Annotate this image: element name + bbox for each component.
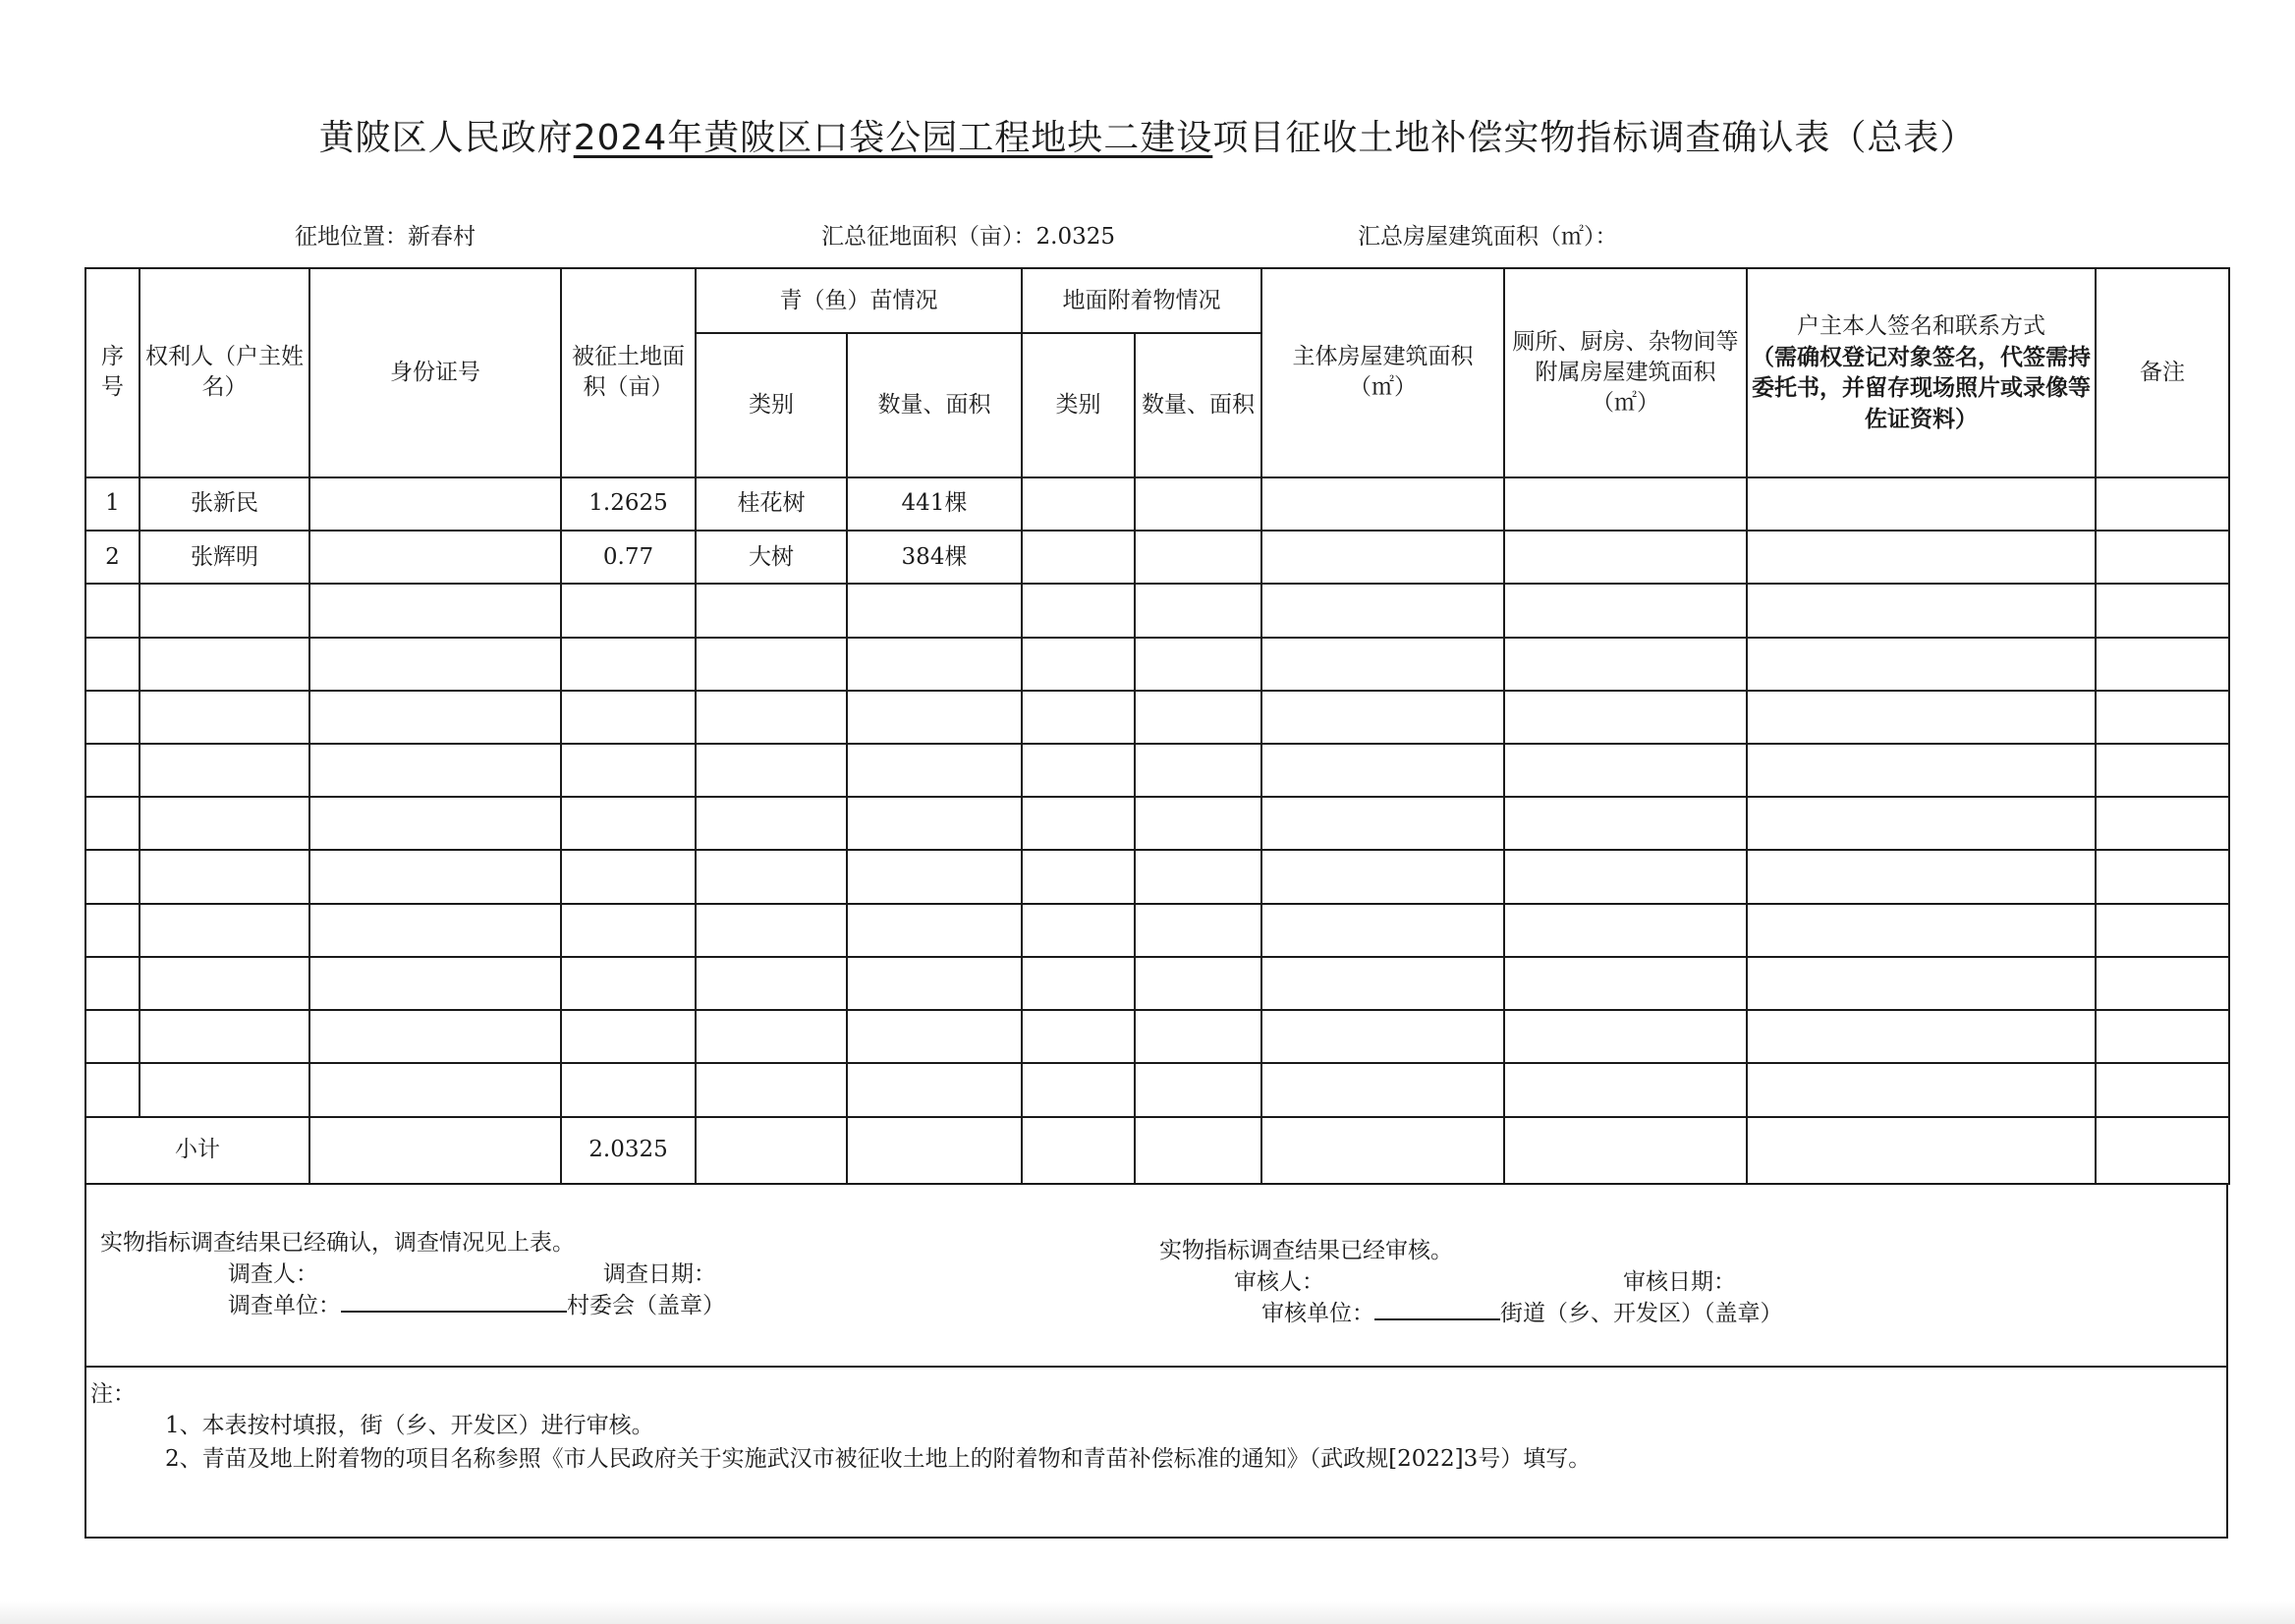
header-signature	[1747, 268, 2096, 477]
confirmation-section	[84, 1185, 2228, 1368]
empty-row	[85, 1063, 2229, 1116]
title-project-name: 2024年黄陂区口袋公园工程地块二建设	[573, 118, 1213, 158]
cell-owner: 张辉明	[140, 531, 309, 584]
cell-id-number	[309, 477, 561, 531]
header-signature-note: （需确权登记对象签名，代签需持委托书，并留存现场照片或录像等佐证资料）	[1752, 344, 2091, 432]
subtotal-row	[85, 1117, 2229, 1184]
survey-unit-blank	[341, 1289, 567, 1313]
cell-attachment-quantity	[1135, 477, 1261, 531]
survey-unit-label: 调查单位：	[228, 1293, 341, 1318]
empty-row	[85, 638, 2229, 691]
cell-remark	[2096, 531, 2229, 584]
empty-row	[85, 957, 2229, 1010]
review-unit-label: 审核单位：	[1261, 1301, 1374, 1326]
cell-aux-building	[1504, 477, 1747, 531]
cell-crop-quantity: 384棵	[847, 531, 1022, 584]
cell-aux-building	[1504, 531, 1747, 584]
cell-main-building	[1261, 477, 1504, 531]
header-owner: 权利人（户主姓名）	[140, 268, 309, 477]
header-remarks: 备注	[2096, 268, 2229, 477]
document-title	[0, 110, 2295, 160]
subtotal-label: 小计	[85, 1117, 309, 1184]
subtotal-id-number	[309, 1117, 561, 1184]
header-attachment-quantity: 数量、面积	[1135, 333, 1261, 477]
empty-row	[85, 744, 2229, 797]
cell-land-area: 0.77	[561, 531, 696, 584]
header-signature-title: 户主本人签名和联系方式	[1797, 313, 2045, 340]
header-seq: 序号	[85, 268, 140, 477]
cell-remark	[2096, 477, 2229, 531]
survey-date-label: 调查日期：	[603, 1261, 716, 1287]
cell-attachment-type	[1022, 531, 1135, 584]
cell-crop-quantity: 441棵	[847, 477, 1022, 531]
header-attachments: 地面附着物情况	[1022, 268, 1261, 333]
cell-land-area: 1.2625	[561, 477, 696, 531]
cell-signature	[1747, 531, 2096, 584]
note-item: 2、青苗及地上附着物的项目名称参照《市人民政府关于实施武汉市被征收土地上的附着物和青苗补偿标准的通知》（武政规[2022]3号）填写。	[165, 1446, 1592, 1472]
cell-attachment-type	[1022, 477, 1135, 531]
empty-row	[85, 904, 2229, 957]
review-statement: 实物指标调查结果已经审核。	[1159, 1238, 1453, 1263]
cell-seq: 1	[85, 477, 140, 531]
title-prefix: 黄陂区人民政府	[318, 118, 574, 158]
title-suffix: 项目征收土地补偿实物指标调查确认表（总表）	[1212, 118, 1977, 158]
cell-attachment-quantity	[1135, 531, 1261, 584]
subtotal-land-area: 2.0325	[561, 1117, 696, 1184]
review-unit-blank	[1374, 1297, 1500, 1320]
cell-crop-type: 大树	[696, 531, 847, 584]
notes-section	[84, 1366, 2228, 1539]
header-land-area: 被征土地面积（亩）	[561, 268, 696, 477]
note-item: 1、本表按村填报，街（乡、开发区）进行审核。	[165, 1413, 654, 1438]
empty-row	[85, 691, 2229, 744]
scan-edge	[0, 1601, 2295, 1624]
land-location: 征地位置：新春村	[295, 224, 476, 250]
reviewer-label: 审核人：	[1234, 1269, 1324, 1295]
survey-unit-line	[228, 1287, 725, 1319]
header-main-building: 主体房屋建筑面积（㎡）	[1261, 268, 1504, 477]
total-land-area: 汇总征地面积（亩）：2.0325	[821, 224, 1115, 250]
header-aux-building: 厕所、厨房、杂物间等附属房屋建筑面积（㎡）	[1504, 268, 1747, 477]
empty-row	[85, 1010, 2229, 1063]
survey-table	[84, 267, 2230, 1185]
header-attachment-type: 类别	[1022, 333, 1135, 477]
header-id-number: 身份证号	[309, 268, 561, 477]
table-row	[85, 477, 2229, 531]
cell-signature	[1747, 477, 2096, 531]
empty-row	[85, 584, 2229, 637]
cell-crop-type: 桂花树	[696, 477, 847, 531]
cell-owner: 张新民	[140, 477, 309, 531]
notes-label: 注：	[90, 1381, 136, 1407]
header-crops: 青（鱼）苗情况	[696, 268, 1022, 333]
total-building-area: 汇总房屋建筑面积（㎡）：	[1358, 224, 1618, 250]
cell-main-building	[1261, 531, 1504, 584]
street-seal-label: 街道（乡、开发区）（盖章）	[1500, 1301, 1783, 1326]
survey-statement: 实物指标调查结果已经确认，调查情况见上表。	[100, 1230, 575, 1256]
cell-seq: 2	[85, 531, 140, 584]
review-date-label: 审核日期：	[1623, 1269, 1736, 1295]
surveyor-label: 调查人：	[228, 1261, 318, 1287]
empty-row	[85, 797, 2229, 850]
village-seal-label: 村委会（盖章）	[567, 1293, 725, 1318]
cell-id-number	[309, 531, 561, 584]
header-crop-type: 类别	[696, 333, 847, 477]
review-unit-line	[1261, 1295, 1783, 1327]
header-crop-quantity: 数量、面积	[847, 333, 1022, 477]
table-row	[85, 531, 2229, 584]
empty-row	[85, 850, 2229, 903]
